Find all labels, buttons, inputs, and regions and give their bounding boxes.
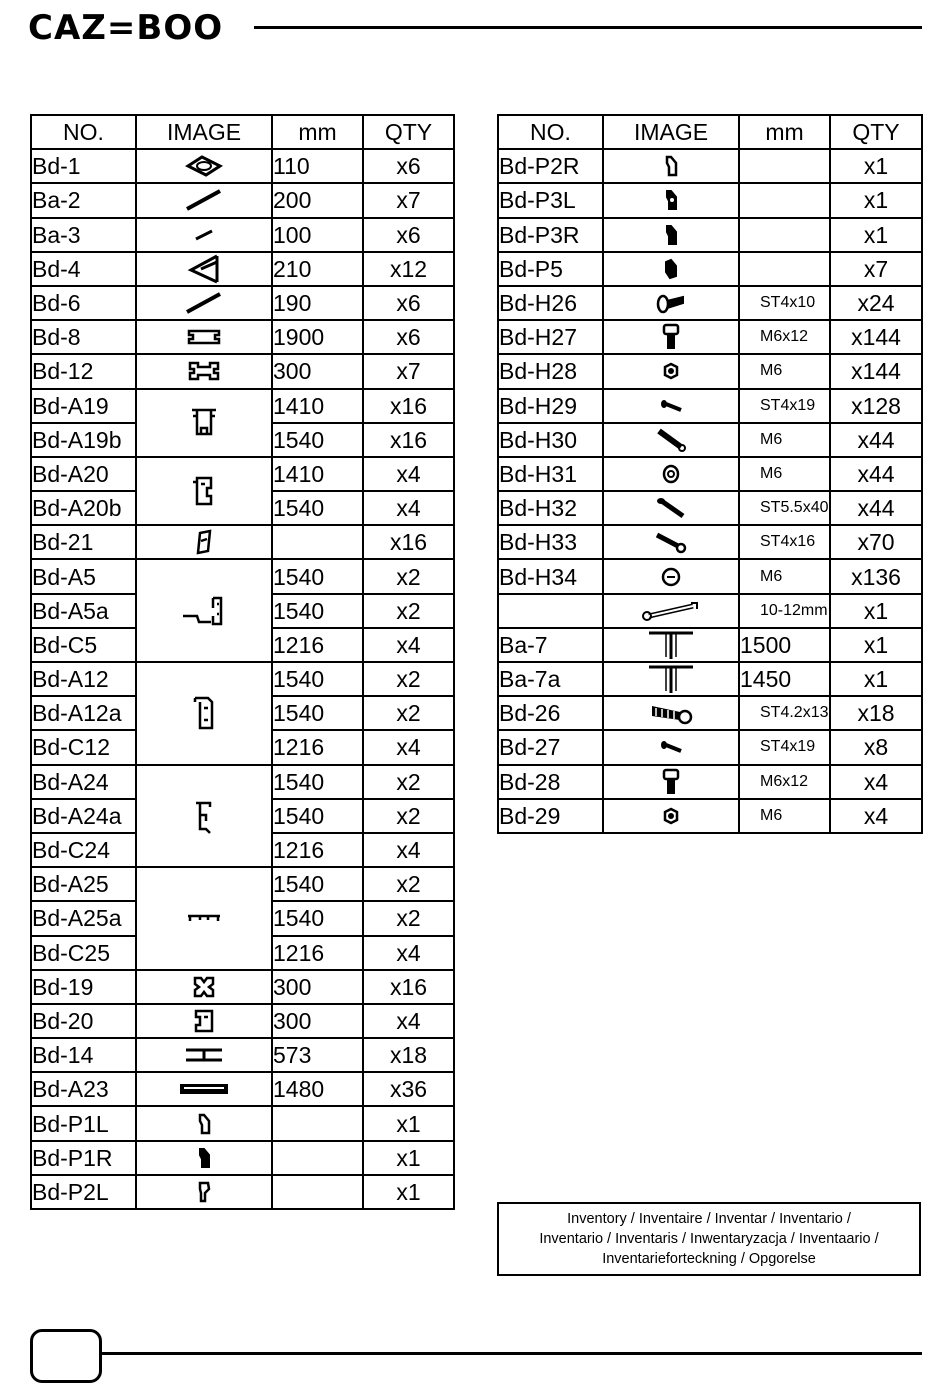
part-mm: 300 [272, 1004, 363, 1038]
part-no: Bd-H31 [498, 457, 603, 491]
note-line: Inventarieforteckning / Opgorelse [602, 1251, 816, 1267]
part-no: Bd-8 [31, 320, 136, 354]
part-no: Bd-C5 [31, 628, 136, 662]
table-row [498, 320, 922, 354]
note-line: Inventario / Inventaris / Inwentaryzacja / Inventaario / [539, 1231, 879, 1247]
part-qty: x6 [363, 320, 454, 354]
part-no: Bd-6 [31, 286, 136, 320]
part-qty: x44 [830, 423, 922, 457]
part-image [603, 354, 739, 388]
part-no: Bd-A23 [31, 1072, 136, 1106]
header-rule [254, 26, 922, 29]
table-row [31, 286, 454, 320]
table-row [498, 149, 922, 183]
cap-nut-icon [660, 566, 682, 588]
part-qty: x1 [363, 1175, 454, 1209]
part-mm: 1410 [272, 457, 363, 491]
part-no: Bd-A25 [31, 867, 136, 901]
part-mm: ST5.5x40 [739, 491, 830, 525]
part-no: Bd-H32 [498, 491, 603, 525]
inventory-table-left [30, 114, 455, 1210]
table-row [498, 286, 922, 320]
table-row [498, 389, 922, 423]
part-no: Bd-P1R [31, 1141, 136, 1175]
end-cap-icon [196, 1146, 212, 1170]
part-qty: x1 [363, 1106, 454, 1140]
part-qty: x6 [363, 286, 454, 320]
part-qty: x1 [830, 628, 922, 662]
part-mm: ST4x19 [739, 389, 830, 423]
header-mm: mm [272, 115, 363, 149]
table-row [498, 218, 922, 252]
part-mm [272, 1106, 363, 1140]
part-mm: 110 [272, 149, 363, 183]
brand-logo: CAZ=BOO [28, 8, 224, 48]
part-mm: 300 [272, 970, 363, 1004]
table-row [31, 559, 454, 593]
part-image [603, 149, 739, 183]
part-qty: x24 [830, 286, 922, 320]
bolt-icon [662, 768, 680, 796]
table-row [31, 149, 454, 183]
part-mm: 1216 [272, 833, 363, 867]
part-qty: x128 [830, 389, 922, 423]
part-no: Bd-P2L [31, 1175, 136, 1209]
part-qty: x1 [830, 183, 922, 217]
part-image [603, 662, 739, 696]
part-mm: 1540 [272, 559, 363, 593]
part-qty: x4 [363, 491, 454, 525]
part-qty: x7 [830, 252, 922, 286]
part-no: Bd-P3R [498, 218, 603, 252]
table-header-row [498, 115, 922, 149]
part-qty: x2 [363, 696, 454, 730]
part-qty: x2 [363, 867, 454, 901]
part-mm: 1540 [272, 901, 363, 935]
table-row [498, 423, 922, 457]
part-mm [739, 183, 830, 217]
profile-icon [186, 327, 222, 347]
part-mm: M6 [739, 354, 830, 388]
part-image [136, 286, 272, 320]
part-mm: M6 [739, 559, 830, 593]
part-qty: x144 [830, 354, 922, 388]
part-qty: x2 [363, 799, 454, 833]
table-row [31, 218, 454, 252]
part-qty: x6 [363, 149, 454, 183]
part-image [603, 286, 739, 320]
table-row [31, 662, 454, 696]
part-no: Bd-P2R [498, 149, 603, 183]
part-mm: 300 [272, 354, 363, 388]
part-image [603, 696, 739, 730]
part-no: Bd-P1L [31, 1106, 136, 1140]
part-no: Bd-H27 [498, 320, 603, 354]
part-qty: x2 [363, 559, 454, 593]
table-row [31, 389, 454, 423]
table-row [498, 491, 922, 525]
part-image [136, 354, 272, 388]
table-row [31, 1141, 454, 1175]
part-mm [739, 252, 830, 286]
part-mm: 573 [272, 1038, 363, 1072]
part-no: Bd-A12a [31, 696, 136, 730]
part-no: Bd-21 [31, 525, 136, 559]
header-no: NO. [31, 115, 136, 149]
part-mm: 1540 [272, 662, 363, 696]
part-image [136, 867, 272, 970]
part-mm [272, 1175, 363, 1209]
part-no: Bd-20 [31, 1004, 136, 1038]
part-image [136, 457, 272, 525]
part-no: Ba-7 [498, 628, 603, 662]
part-no: Bd-A20b [31, 491, 136, 525]
header-image: IMAGE [136, 115, 272, 149]
part-qty: x16 [363, 389, 454, 423]
part-image [136, 218, 272, 252]
wrench-icon [641, 601, 701, 621]
part-image [603, 252, 739, 286]
header-image: IMAGE [603, 115, 739, 149]
part-image [603, 628, 739, 662]
part-qty: x16 [363, 423, 454, 457]
table-header-row [31, 115, 454, 149]
end-cap-icon [663, 154, 679, 178]
table-row [498, 183, 922, 217]
part-no: Bd-H29 [498, 389, 603, 423]
part-mm: 1540 [272, 594, 363, 628]
page-number-box [30, 1329, 102, 1383]
end-cap-icon [663, 223, 679, 247]
long-screw-icon [655, 495, 687, 521]
end-cap-icon [196, 1180, 212, 1204]
table-row [31, 867, 454, 901]
note-line: Inventory / Inventaire / Inventar / Inventario / [567, 1211, 851, 1227]
part-qty: x4 [363, 457, 454, 491]
part-image [136, 1038, 272, 1072]
part-qty: x18 [363, 1038, 454, 1072]
part-qty: x1 [830, 149, 922, 183]
table-row [498, 594, 922, 628]
part-mm: 1900 [272, 320, 363, 354]
part-qty: x2 [363, 901, 454, 935]
part-image [603, 457, 739, 491]
part-mm: 1500 [739, 628, 830, 662]
part-no: Bd-H30 [498, 423, 603, 457]
header-mm: mm [739, 115, 830, 149]
part-image [603, 183, 739, 217]
part-no: Ba-3 [31, 218, 136, 252]
part-no: Bd-12 [31, 354, 136, 388]
part-no: Bd-C24 [31, 833, 136, 867]
part-image [136, 389, 272, 457]
nut-icon [662, 807, 680, 825]
part-image [136, 1106, 272, 1140]
part-mm: 1216 [272, 936, 363, 970]
part-mm: 1540 [272, 765, 363, 799]
part-qty: x144 [830, 320, 922, 354]
clip-icon [194, 529, 214, 555]
part-image [136, 559, 272, 662]
table-row [498, 765, 922, 799]
part-no: Ba-7a [498, 662, 603, 696]
part-no: Bd-H34 [498, 559, 603, 593]
header-qty: QTY [363, 115, 454, 149]
part-no: Bd-C12 [31, 730, 136, 764]
part-no: Bd-H26 [498, 286, 603, 320]
t-profile-icon [646, 629, 696, 661]
part-qty: x7 [363, 183, 454, 217]
part-qty: x2 [363, 594, 454, 628]
part-no: Bd-H28 [498, 354, 603, 388]
t-profile-icon [646, 663, 696, 695]
part-qty: x36 [363, 1072, 454, 1106]
part-mm: 1540 [272, 696, 363, 730]
nut-icon [662, 362, 680, 380]
part-image [136, 525, 272, 559]
part-image [603, 799, 739, 833]
part-no: Bd-26 [498, 696, 603, 730]
part-mm: M6 [739, 423, 830, 457]
cross-profile-icon [186, 359, 222, 383]
part-mm: 10-12mm [739, 594, 830, 628]
part-qty: x16 [363, 525, 454, 559]
part-qty: x4 [830, 799, 922, 833]
long-screw-icon [654, 530, 688, 554]
table-row [31, 183, 454, 217]
table-row [31, 765, 454, 799]
part-qty: x4 [363, 730, 454, 764]
part-image [136, 149, 272, 183]
part-image [603, 218, 739, 252]
table-row [31, 252, 454, 286]
part-mm: 1540 [272, 491, 363, 525]
strip-icon [184, 291, 224, 315]
channel-profile-icon [189, 406, 219, 440]
part-qty: x1 [363, 1141, 454, 1175]
part-mm [739, 218, 830, 252]
part-no: Bd-28 [498, 765, 603, 799]
flat-profile-icon [186, 912, 222, 924]
part-qty: x2 [363, 765, 454, 799]
table-row [31, 1106, 454, 1140]
inventory-note [497, 1202, 921, 1276]
part-mm: ST4x19 [739, 730, 830, 764]
part-qty: x12 [363, 252, 454, 286]
part-qty: x2 [363, 662, 454, 696]
part-mm: 210 [272, 252, 363, 286]
table-row [31, 457, 454, 491]
part-image [136, 970, 272, 1004]
table-row [31, 1072, 454, 1106]
table-row [498, 559, 922, 593]
header-qty: QTY [830, 115, 922, 149]
part-image [136, 252, 272, 286]
part-no [498, 594, 603, 628]
ring-icon [184, 154, 224, 178]
part-no: Bd-A5a [31, 594, 136, 628]
part-mm: ST4.2x13 [739, 696, 830, 730]
header-no: NO. [498, 115, 603, 149]
part-image [603, 525, 739, 559]
table-row [498, 252, 922, 286]
part-qty: x44 [830, 457, 922, 491]
part-no: Bd-A24a [31, 799, 136, 833]
part-qty: x4 [363, 833, 454, 867]
part-image [603, 730, 739, 764]
part-image [136, 662, 272, 765]
table-row [498, 457, 922, 491]
part-qty: x1 [830, 662, 922, 696]
strip-icon [184, 188, 224, 212]
table-row [31, 970, 454, 1004]
part-qty: x44 [830, 491, 922, 525]
half-profile-icon [192, 1008, 216, 1034]
part-no: Bd-29 [498, 799, 603, 833]
bar-icon [178, 1082, 230, 1096]
corner-brace-icon [187, 254, 221, 284]
screw-icon [655, 291, 687, 315]
part-image [136, 1072, 272, 1106]
part-qty: x4 [363, 628, 454, 662]
part-image [136, 765, 272, 868]
part-mm: M6 [739, 799, 830, 833]
short-strip-icon [192, 227, 216, 243]
part-mm: 1450 [739, 662, 830, 696]
screw-icon [659, 739, 683, 755]
part-mm: 1540 [272, 799, 363, 833]
part-mm: 1216 [272, 628, 363, 662]
part-qty: x8 [830, 730, 922, 764]
part-qty: x4 [830, 765, 922, 799]
part-image [603, 320, 739, 354]
part-mm: 200 [272, 183, 363, 217]
part-no: Ba-2 [31, 183, 136, 217]
part-mm: M6x12 [739, 320, 830, 354]
table-row [31, 320, 454, 354]
part-mm [272, 1141, 363, 1175]
gutter-profile-icon [181, 594, 227, 628]
table-row [31, 1038, 454, 1072]
part-no: Bd-A19 [31, 389, 136, 423]
part-qty: x1 [830, 218, 922, 252]
table-row [498, 525, 922, 559]
frame-profile-icon [192, 694, 216, 732]
part-image [603, 389, 739, 423]
end-cap-icon [663, 188, 679, 212]
part-no: Bd-A19b [31, 423, 136, 457]
part-qty: x6 [363, 218, 454, 252]
c-profile-icon [189, 474, 219, 508]
table-row [498, 696, 922, 730]
part-qty: x4 [363, 936, 454, 970]
end-cap-icon [196, 1112, 212, 1136]
table-row [498, 730, 922, 764]
part-image [136, 1141, 272, 1175]
inventory-table-right [497, 114, 923, 834]
part-no: Bd-19 [31, 970, 136, 1004]
part-qty: x18 [830, 696, 922, 730]
table-row [498, 628, 922, 662]
i-beam-icon [184, 1047, 224, 1063]
part-no: Bd-H33 [498, 525, 603, 559]
part-no: Bd-4 [31, 252, 136, 286]
part-image [136, 320, 272, 354]
part-qty: x136 [830, 559, 922, 593]
part-image [603, 491, 739, 525]
x-profile-icon [192, 975, 216, 999]
bolt-icon [662, 323, 680, 351]
part-mm: 1480 [272, 1072, 363, 1106]
part-mm [739, 149, 830, 183]
part-mm: 1410 [272, 389, 363, 423]
part-qty: x4 [363, 1004, 454, 1038]
part-no: Bd-P5 [498, 252, 603, 286]
part-mm: 1540 [272, 867, 363, 901]
part-image [603, 765, 739, 799]
part-mm: ST4x16 [739, 525, 830, 559]
part-image [603, 559, 739, 593]
table-row [31, 354, 454, 388]
table-row [31, 1004, 454, 1038]
self-drilling-screw-icon [648, 700, 694, 726]
end-cap-icon [662, 258, 680, 280]
part-image [136, 1004, 272, 1038]
part-no: Bd-A20 [31, 457, 136, 491]
part-no: Bd-A24 [31, 765, 136, 799]
screw-icon [659, 398, 683, 414]
z-profile-icon [192, 797, 216, 835]
part-mm: 100 [272, 218, 363, 252]
part-qty: x1 [830, 594, 922, 628]
footer-rule [100, 1352, 922, 1355]
table-row [498, 799, 922, 833]
part-mm: 1216 [272, 730, 363, 764]
part-no: Bd-27 [498, 730, 603, 764]
anchor-icon [655, 427, 687, 453]
part-mm: 1540 [272, 423, 363, 457]
part-mm: M6x12 [739, 765, 830, 799]
part-no: Bd-P3L [498, 183, 603, 217]
part-image [136, 1175, 272, 1209]
part-qty: x16 [363, 970, 454, 1004]
washer-icon [661, 463, 681, 485]
part-no: Bd-14 [31, 1038, 136, 1072]
table-row [498, 662, 922, 696]
part-image [603, 423, 739, 457]
part-no: Bd-A12 [31, 662, 136, 696]
part-no: Bd-A25a [31, 901, 136, 935]
table-row [31, 525, 454, 559]
part-mm: ST4x10 [739, 286, 830, 320]
part-no: Bd-1 [31, 149, 136, 183]
part-qty: x70 [830, 525, 922, 559]
part-qty: x7 [363, 354, 454, 388]
part-image [136, 183, 272, 217]
part-no: Bd-A5 [31, 559, 136, 593]
part-mm: 190 [272, 286, 363, 320]
part-no: Bd-C25 [31, 936, 136, 970]
part-image [603, 594, 739, 628]
part-mm [272, 525, 363, 559]
part-mm: M6 [739, 457, 830, 491]
table-row [498, 354, 922, 388]
table-row [31, 1175, 454, 1209]
